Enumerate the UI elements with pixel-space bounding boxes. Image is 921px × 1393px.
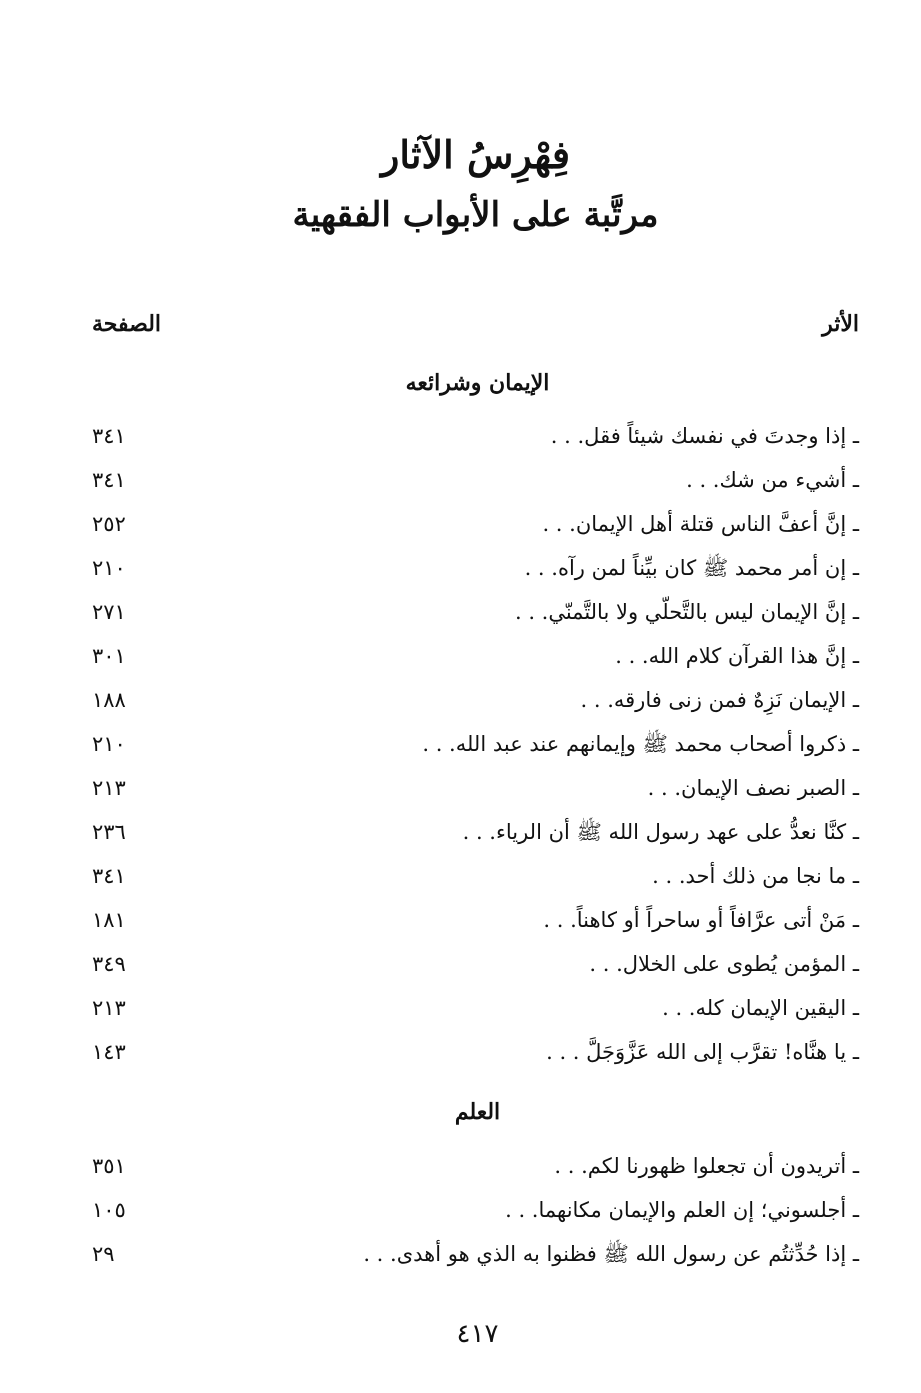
row-page-number: ٣٤٩ xyxy=(92,952,126,976)
index-row xyxy=(80,1030,859,1074)
row-entry-text: ـ يا هنَّاه! تقرَّب إلى الله عَزَّوَجَلَّ . . . xyxy=(546,1040,859,1064)
row-page-number: ٣٤١ xyxy=(92,864,126,888)
row-page-number: ١٤٣ xyxy=(92,1040,126,1064)
row-entry-text: ـ كنَّا نعدُّ على عهد رسول الله ﷺ أن الرياء. . . xyxy=(462,820,859,844)
row-entry-text: ـ المؤمن يُطوى على الخلال. . . xyxy=(589,952,859,976)
index-row xyxy=(80,1188,859,1232)
section-heading-faith: الإيمان وشرائعه xyxy=(405,370,550,396)
index-row xyxy=(80,502,859,546)
row-entry-text: ـ ذكروا أصحاب محمد ﷺ وإيمانهم عند عبد الله. . . xyxy=(422,732,859,756)
row-entry-text: ـ ما نجا من ذلك أحد. . . xyxy=(652,864,859,888)
index-row xyxy=(80,722,859,766)
index-row xyxy=(80,1232,859,1276)
row-page-number: ٣٤١ xyxy=(92,468,126,492)
index-row xyxy=(80,942,859,986)
page-number: ٤١٧ xyxy=(456,1319,499,1349)
index-row xyxy=(80,590,859,634)
row-page-number: ٢٣٦ xyxy=(92,820,126,844)
row-page-number: ٣٥١ xyxy=(92,1154,126,1178)
page-title: فِهْرِسُ الآثار xyxy=(381,132,570,177)
index-row xyxy=(80,546,859,590)
index-row xyxy=(80,458,859,502)
row-page-number: ١٨١ xyxy=(92,908,126,932)
row-page-number: ٢١٣ xyxy=(92,776,126,800)
index-row xyxy=(80,1144,859,1188)
index-row xyxy=(80,986,859,1030)
row-entry-text: ـ أشيء من شك. . . xyxy=(686,468,859,492)
row-page-number: ٢٩ xyxy=(92,1242,115,1266)
row-page-number: ١٨٨ xyxy=(92,688,126,712)
row-entry-text: ـ إنَّ هذا القرآن كلام الله. . . xyxy=(615,644,859,668)
page-subtitle: مرتَّبة على الأبواب الفقهية xyxy=(292,195,659,235)
index-row xyxy=(80,898,859,942)
row-entry-text: ـ اليقين الإيمان كله. . . xyxy=(662,996,859,1020)
row-page-number: ٢٧١ xyxy=(92,600,126,624)
row-page-number: ٢١٠ xyxy=(92,556,126,580)
index-row xyxy=(80,414,859,458)
row-page-number: ٢٥٢ xyxy=(92,512,126,536)
row-page-number: ٣٠١ xyxy=(92,644,126,668)
row-entry-text: ـ الصبر نصف الإيمان. . . xyxy=(647,776,859,800)
row-page-number: ٣٤١ xyxy=(92,424,126,448)
row-page-number: ١٠٥ xyxy=(92,1198,126,1222)
row-entry-text: ـ إذا وجدتَ في نفسك شيئاً فقل. . . xyxy=(550,424,859,448)
index-row xyxy=(80,634,859,678)
page-column-header: الصفحة xyxy=(92,311,162,337)
index-row xyxy=(80,810,859,854)
row-entry-text: ـ إن أمر محمد ﷺ كان بيِّناً لمن رآه. . . xyxy=(524,556,859,580)
row-entry-text: ـ إذا حُدِّثتُم عن رسول الله ﷺ فظنوا به الذي هو أهدى. . . xyxy=(363,1242,859,1266)
row-page-number: ٢١٠ xyxy=(92,732,126,756)
row-entry-text: ـ إنَّ الإيمان ليس بالتَّحلّي ولا بالتَّمنّي. . . xyxy=(514,600,859,624)
row-page-number: ٢١٣ xyxy=(92,996,126,1020)
index-row xyxy=(80,766,859,810)
row-entry-text: ـ الإيمان نَزِهٌ فمن زنى فارقه. . . xyxy=(580,688,859,712)
row-entry-text: ـ إنَّ أعفَّ الناس قتلة أهل الإيمان. . . xyxy=(542,512,859,536)
row-entry-text: ـ أجلسوني؛ إن العلم والإيمان مكانهما. . . xyxy=(505,1198,859,1222)
section-heading-knowledge: العلم xyxy=(454,1099,501,1125)
entry-column-header: الأثر xyxy=(822,311,859,337)
row-entry-text: ـ أتريدون أن تجعلوا ظهورنا لكم. . . xyxy=(554,1154,859,1178)
index-row xyxy=(80,854,859,898)
index-row xyxy=(80,678,859,722)
row-entry-text: ـ مَنْ أتى عرَّافاً أو ساحراً أو كاهناً. . . xyxy=(543,908,859,932)
